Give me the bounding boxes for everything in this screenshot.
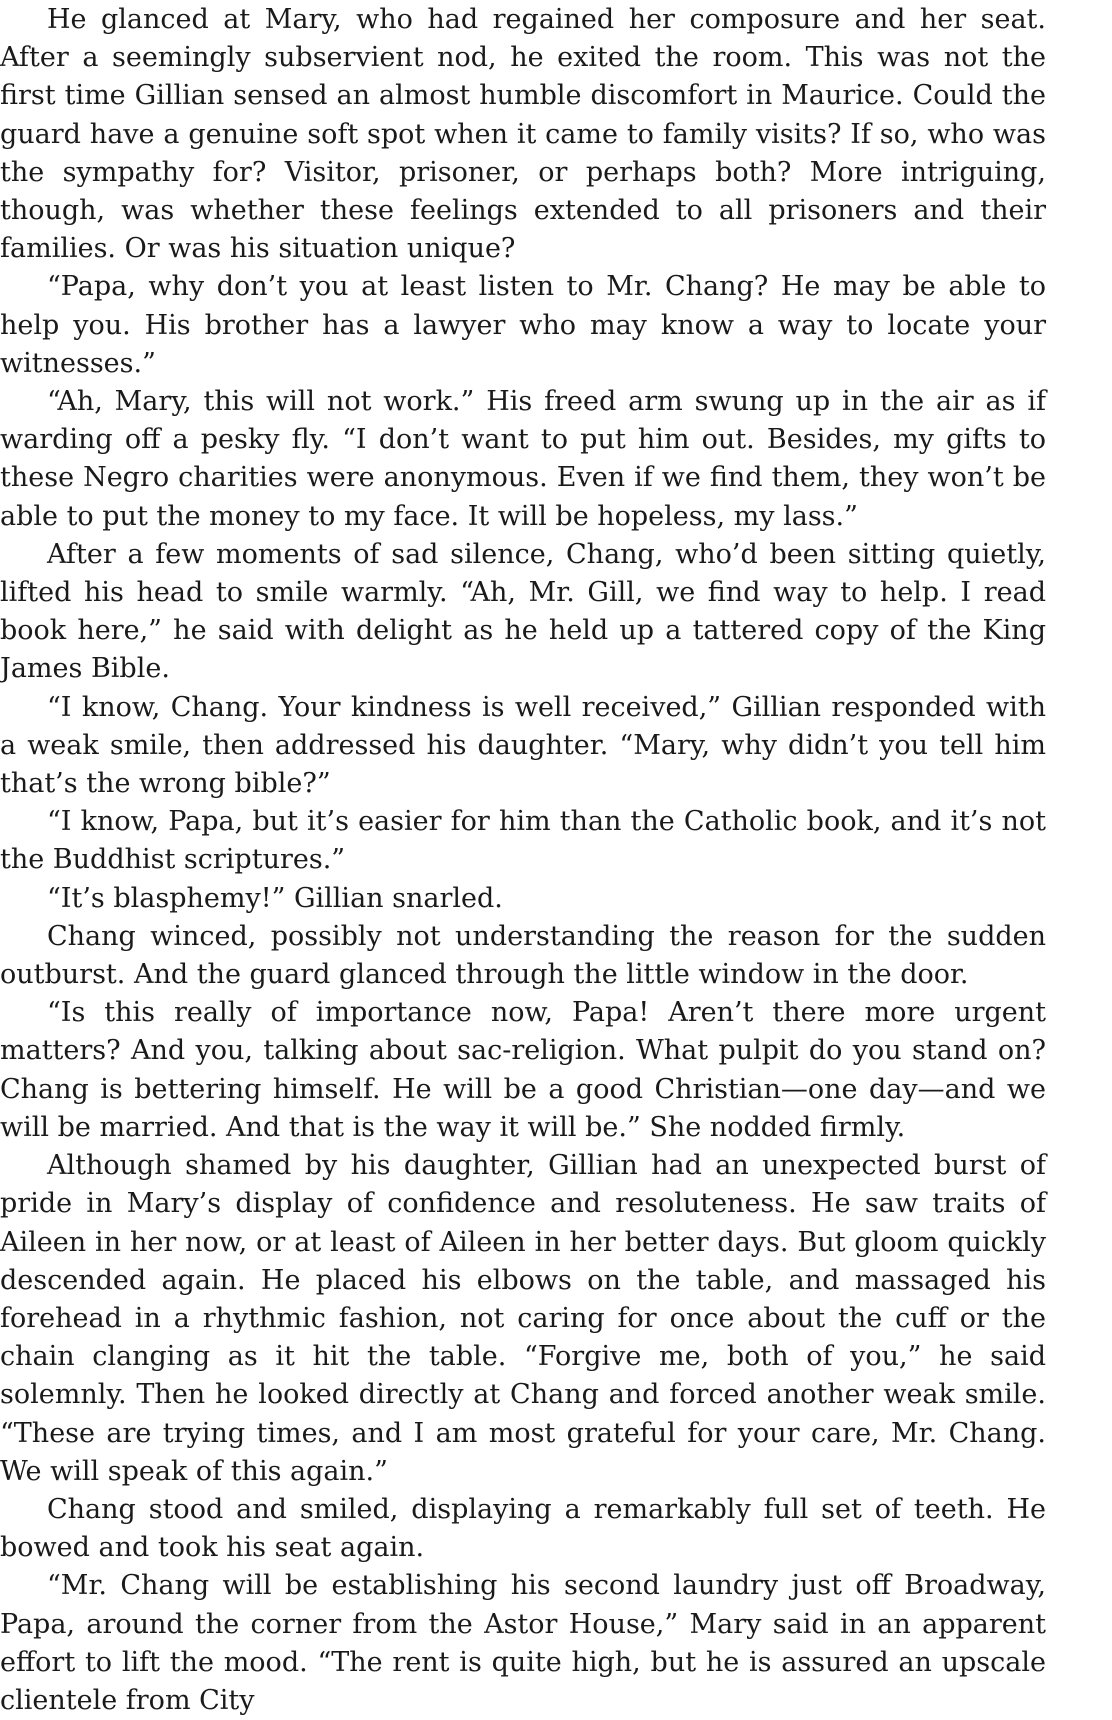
paragraph-10: Although shamed by his daughter, Gillian had an unexpected burst of pride in Mary’s display of confidence and resoluteness. He saw traits of Aileen in her now, or at least of Aileen in her better days. But gloom quickly descended again. He placed his elbows on the table, and massaged his forehead in a rhythmic fashion, not caring for once about the cuff or the chain clanging as it hit the table. “Forgive me, both of you,” he said solemnly. Then he looked directly at Chang and forced another weak smile. “These are trying times, and I am most grateful for your care, Mr. Chang. We will speak of this again.”	[0, 1150, 1046, 1487]
paragraph-7: “It’s blasphemy!” Gillian snarled.	[47, 882, 503, 914]
paragraph-8: Chang winced, possibly not understanding the reason for the sudden outburst. And the guard glanced through the little window in the door.	[0, 920, 1046, 991]
paragraph-4: After a few moments of sad silence, Chang, who’d been sitting quietly, lifted his head to smile warmly. “Ah, Mr. Gill, we find way to help. I read book here,” he said with delight as he held up a tattered copy of the King James Bible.	[0, 538, 1046, 685]
paragraph-9: “Is this really of importance now, Papa! Aren’t there more urgent matters? And you, talking about sac-religion. What pulpit do you stand on? Chang is bettering himself. He will be a good Christian—one day—and we will be married. And that is the way it will be.” She nodded firmly.	[0, 997, 1046, 1143]
paragraph-12: “Mr. Chang will be establishing his second laundry just off Broadway, Papa, around the corner from the Astor House,” Mary said in an apparent effort to lift the mood. “The rent is quite high, but he is assured an upscale clientele from City	[0, 1570, 1046, 1716]
paragraph-3: “Ah, Mary, this will not work.” His freed arm swung up in the air as if warding off a pesky fly. “I don’t want to put him out. Besides, my gifts to these Negro charities were anonymous. Even if we find them, they won’t be able to put the money to my face. It will be hopeless, my lass.”	[0, 386, 1046, 532]
paragraph-2: “Papa, why don’t you at least listen to Mr. Chang? He may be able to help you. His brother has a lawyer who may know a way to locate your witnesses.”	[0, 271, 1046, 379]
paragraph-1: He glanced at Mary, who had regained her composure and her seat. After a seemingly subservient nod, he exited the room. This was not the first time Gillian sensed an almost humble discomfort in Maurice. Could the guard have a genuine soft spot when it came to family visits? If so, who was the sympathy for? Visitor, prisoner, or perhaps both? More intriguing, though, was whether these feelings extended to all prisoners and their families. Or was his situation unique?	[0, 4, 1046, 265]
paragraph-11: Chang stood and smiled, displaying a remarkably full set of teeth. He bowed and took his seat again.	[0, 1493, 1046, 1564]
paragraph-5: “I know, Chang. Your kindness is well received,” Gillian responded with a weak smile, then addressed his daughter. “Mary, why didn’t you tell him that’s the wrong bible?”	[0, 691, 1046, 800]
paragraph-6: “I know, Papa, but it’s easier for him than the Catholic book, and it’s not the Buddhist scriptures.”	[0, 806, 1046, 876]
